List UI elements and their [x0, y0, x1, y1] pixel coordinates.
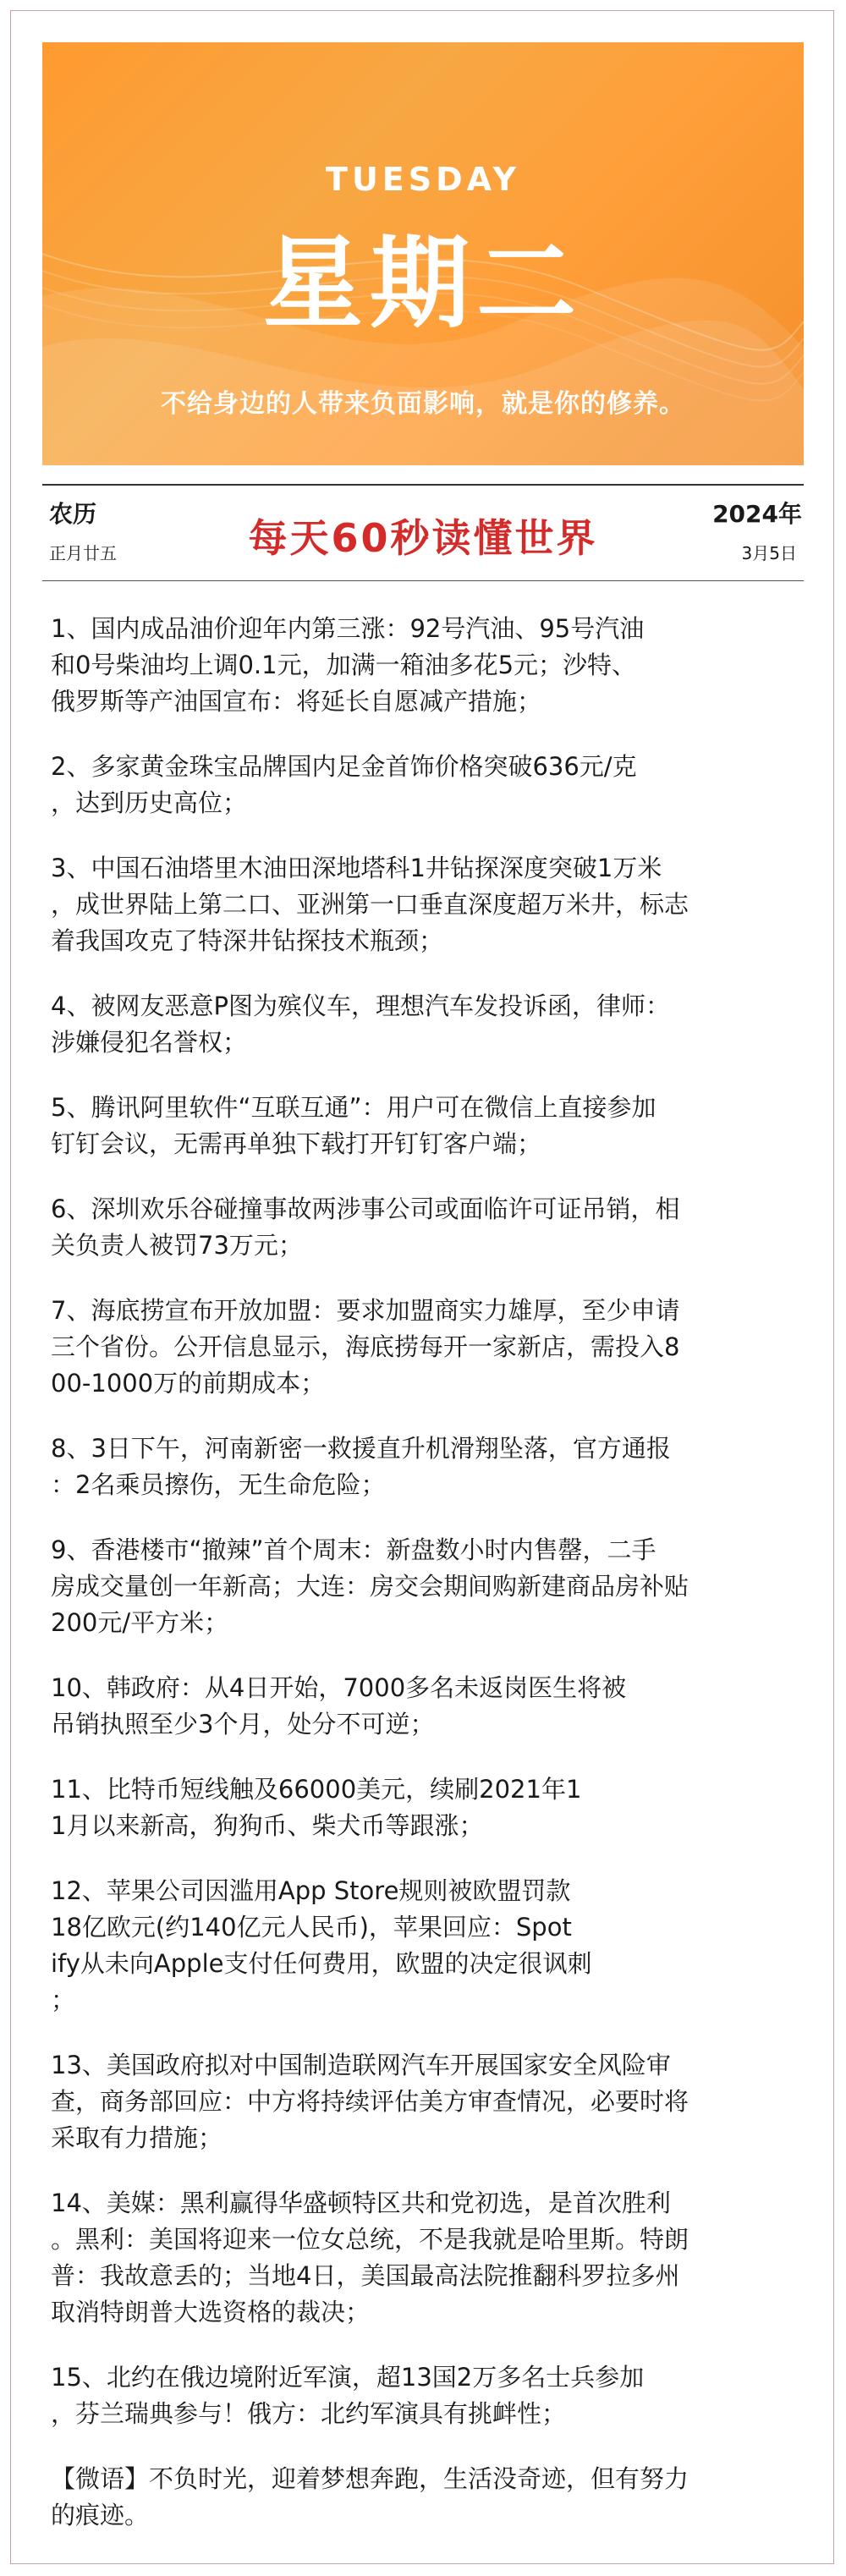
news-item: 12、苹果公司因滥用App Store规则被欧盟罚款 18亿欧元(约140亿元人民币)，苹果回应：Spot ify从未向Apple支付任何费用，欧盟的决定很讽刺 ； [51, 1876, 592, 2014]
news-item: 11、比特币短线触及66000美元，续刷2021年1 1月以来新高，狗狗币、柴犬币等跟涨； [51, 1775, 582, 1840]
news-item: 2、多家黄金珠宝品牌国内足金首饰价格突破636元/克 ，达到历史高位； [51, 752, 637, 817]
news-item: 14、美媒：黑利赢得华盛顿特区共和党初选，是首次胜利 。黑利：美国将迎来一位女总统，不是我就是哈里斯。特朗 普：我故意丢的；当地4日，美国最高法院推翻科罗拉多州 取消特朗普大选资格的裁决； [51, 2189, 689, 2326]
date-banner [42, 42, 804, 465]
page-title: 每天60秒读懂世界 [248, 515, 598, 561]
news-list [51, 611, 797, 2534]
news-item: 5、腾讯阿里软件“互联互通”：用户可在微信上直接参加 钉钉会议，无需再单独下载打开钉钉客户端； [51, 1093, 656, 1158]
news-item: 6、深圳欢乐谷碰撞事故两涉事公司或面临许可证吊销，相 关负责人被罚73万元； [51, 1195, 680, 1260]
news-item: 7、海底捞宣布开放加盟：要求加盟商实力雄厚，至少申请 三个省份。公开信息显示，海底捞每开一家新店，需投入8 00-1000万的前期成本； [51, 1296, 680, 1398]
gregorian-date: 3月5日 [741, 543, 797, 563]
news-item: 13、美国政府拟对中国制造联网汽车开展国家安全风险审 查，商务部回应：中方将持续评估美方审查情况，必要时将 采取有力措施； [51, 2051, 689, 2152]
news-item: 1、国内成品油价迎年内第三涨：92号汽油、95号汽油 和0号柴油均上调0.1元，加满一箱油多花5元；沙特、 俄罗斯等产油国宣布：将延长自愿减产措施； [51, 614, 645, 716]
news-item: 15、北约在俄边境附近军演，超13国2万多名士兵参加 ，芬兰瑞典参与！俄方：北约军演具有挑衅性； [51, 2363, 645, 2428]
daily-quote: 不给身边的人带来负面影响，就是你的修养。 [161, 389, 685, 419]
header-divider-bottom [42, 580, 804, 581]
year: 2024年 [712, 500, 802, 528]
closing-quote: 【微语】不负时光，迎着梦想奔跑，生活没奇迹，但有努力 的痕迹。 [51, 2464, 689, 2529]
weekday-english: TUESDAY [326, 161, 520, 198]
news-item: 3、中国石油塔里木油田深地塔科1井钻探深度突破1万米 ，成世界陆上第二口、亚洲第一口垂直深度超万米井，标志 着我国攻克了特深井钻探技术瓶颈； [51, 854, 689, 955]
header-divider-top [42, 484, 804, 486]
news-item: 4、被网友恶意P图为殡仪车，理想汽车发投诉函，律师： 涉嫌侵犯名誉权； [51, 991, 670, 1057]
weekday-chinese: 星期二 [262, 224, 583, 342]
lunar-date: 正月廿五 [49, 543, 117, 563]
news-item: 8、3日下午，河南新密一救援直升机滑翔坠落，官方通报 ：2名乘员擦伤，无生命危险； [51, 1434, 671, 1499]
news-item: 9、香港楼市“撤辣”首个周末：新盘数小时内售罄，二手 房成交量创一年新高；大连：房交会期间购新建商品房补贴 200元/平方米； [51, 1535, 689, 1637]
lunar-label: 农历 [49, 500, 97, 528]
news-item: 10、韩政府：从4日开始，7000多名未返岗医生将被 吊销执照至少3个月，处分不可逆； [51, 1673, 627, 1738]
